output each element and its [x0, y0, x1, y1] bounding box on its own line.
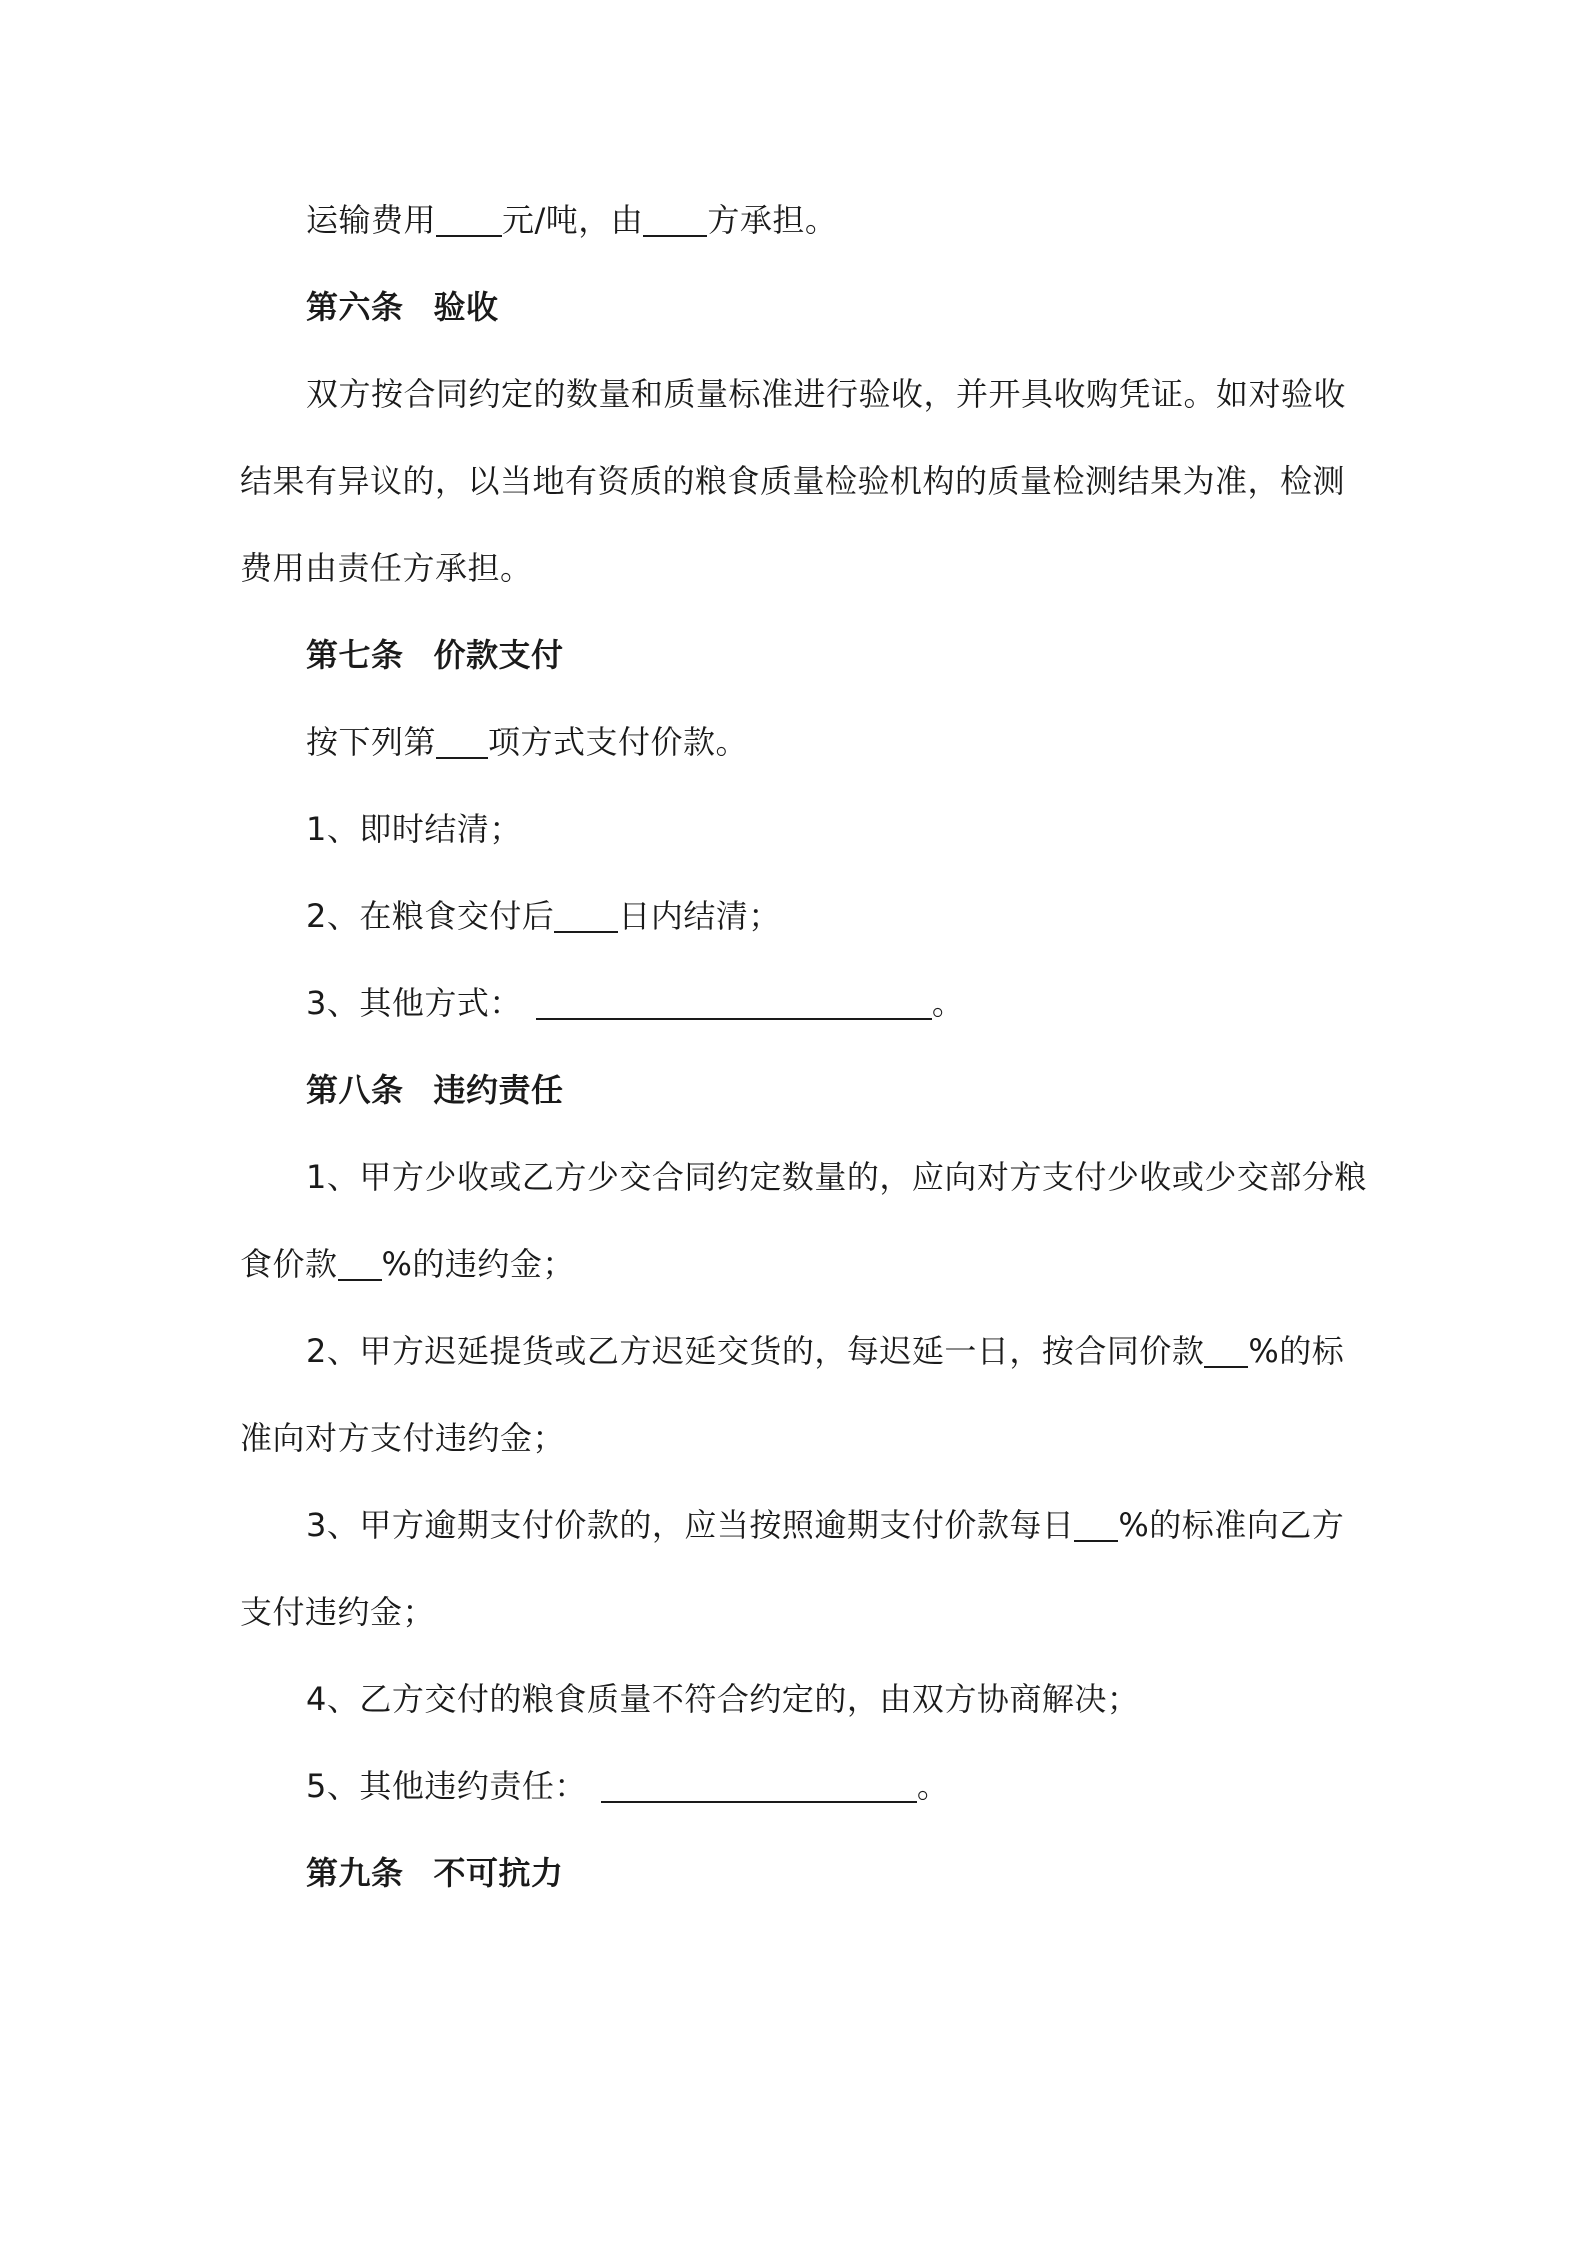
text: 3、甲方逾期支付价款的，应当按照逾期支付价款每日 [306, 1506, 1075, 1544]
paragraph-line [306, 1503, 1344, 1547]
article-title: 违约责任 [433, 1071, 564, 1109]
text: 元/吨，由 [502, 201, 644, 239]
payment-option-3 [306, 981, 964, 1025]
paragraph-line: 双方按合同约定的数量和质量标准进行验收，并开具收购凭证。如对验收 [306, 375, 1347, 413]
article-number: 第九条 [306, 1854, 404, 1892]
paragraph-line [306, 1329, 1344, 1373]
text: %的违约金； [381, 1245, 575, 1283]
blank-field[interactable] [436, 723, 488, 759]
text: 运输费用 [306, 201, 437, 239]
blank-field[interactable] [1074, 1506, 1118, 1542]
text: %的标准向乙方 [1118, 1506, 1345, 1544]
text: %的标 [1248, 1332, 1345, 1370]
other-liability-line [306, 1764, 949, 1808]
paragraph-line: 结果有异议的，以当地有资质的粮食质量检验机构的质量检测结果为准，检测 [240, 462, 1346, 500]
paragraph-line: 支付违约金； [240, 1593, 436, 1631]
text: 按下列第 [306, 723, 437, 761]
paragraph-line [240, 1242, 575, 1286]
paragraph-line: 4、乙方交付的粮食质量不符合约定的，由双方协商解决； [306, 1680, 1140, 1718]
blank-field[interactable] [1204, 1332, 1248, 1368]
blank-field[interactable] [338, 1245, 382, 1281]
text: 5、其他违约责任： [306, 1767, 587, 1805]
blank-field[interactable] [554, 897, 618, 933]
blank-field[interactable] [436, 201, 502, 237]
article-title: 验收 [433, 288, 499, 326]
article-6-heading [306, 285, 499, 329]
text: 。 [916, 1767, 950, 1805]
blank-field[interactable] [601, 1767, 917, 1803]
text: 项方式支付价款。 [488, 723, 749, 761]
article-number: 第七条 [306, 636, 404, 674]
text: 日内结清； [618, 897, 781, 935]
article-7-heading [306, 633, 564, 677]
article-title: 价款支付 [433, 636, 564, 674]
text: 食价款 [240, 1245, 338, 1283]
paragraph-line: 1、甲方少收或乙方少交合同约定数量的，应向对方支付少收或少交部分粮 [306, 1158, 1367, 1196]
article-8-heading [306, 1068, 564, 1112]
article-9-heading [306, 1851, 564, 1895]
paragraph-line: 准向对方支付违约金； [240, 1419, 566, 1457]
text: 2、甲方迟延提货或乙方迟延交货的，每迟延一日，按合同价款 [306, 1332, 1205, 1370]
text: 3、其他方式： [306, 984, 522, 1022]
payment-option-1: 1、即时结清； [306, 810, 522, 848]
text: 方承担。 [707, 201, 838, 239]
payment-option-2 [306, 894, 781, 938]
freight-clause [306, 198, 837, 242]
article-title: 不可抗力 [433, 1854, 564, 1892]
blank-field[interactable] [536, 984, 932, 1020]
article-number: 第六条 [306, 288, 404, 326]
blank-field[interactable] [643, 201, 707, 237]
paragraph-line: 费用由责任方承担。 [240, 549, 533, 587]
text: 。 [931, 984, 965, 1022]
text: 2、在粮食交付后 [306, 897, 555, 935]
payment-method-line [306, 720, 748, 764]
article-number: 第八条 [306, 1071, 404, 1109]
